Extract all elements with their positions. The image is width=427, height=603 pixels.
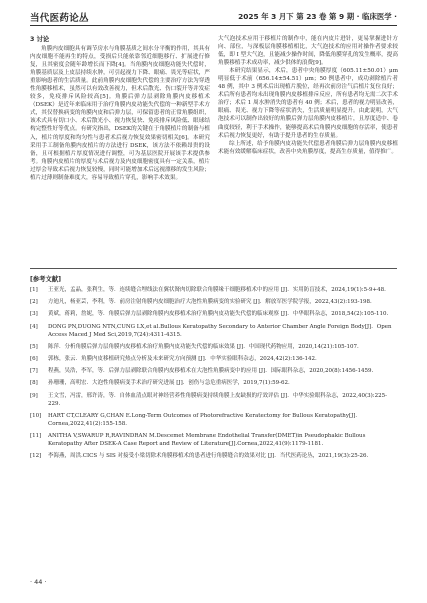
reference-number: [10] — [30, 412, 42, 419]
right-paragraph-3: 综上所述，给予角膜内皮功能失代偿患者角膜后弹力层角膜内皮移植术能有效缓解临床症状，改善中央角膜厚度，提高生存质量，值得推广。 — [218, 140, 398, 155]
section-title-discussion: 3 讨论 — [30, 36, 50, 43]
discussion-paragraph: 角膜内皮细胞具有调节房水与角膜基质之间水分平衡的作用，其具有内皮细胞不能再生的特点，受损后只能依靠邻近细胞移行、扩展进行修复，且其密度会随年龄增长而下降[4]。当角膜内皮细胞功能失代偿时，角膜基质层及上皮层持续水肿，可引起视力下降、眼痛、畏光等症状，严重影响患者的生活质量。此前角膜内皮细胞失代偿的主要治疗方法为穿透性角膜移植术，虽然可以有效改善视力，但术后散光、伤口裂开等并发症较多，免疫排斥风险较高[5]。角膜后弹力层剥除角膜内皮移植术（DSEK）是近年来临床用于治疗角膜内皮功能失代偿的一种新型手术方式，其仅替换病变的角膜内皮和后弹力层，可保留患者的正常角膜组织，该术式具有切口小、术后散光小、视力恢复快、免疫排斥风险低、眼球结构完整性好等优点。有研究指出，DSEK的关键在于角膜植片的制备与植入，植片的厚度和均匀性与患者术后视力恢复效果密切相关[6]。本研究采用手工制备角膜内皮植片的方法进行 DSEK，该方法不依赖昂贵的设备，且可根据植片厚度情况进行调整，可为基层医院开展该手术提供参考。角膜内皮植片的厚度与术后视力及内皮细胞密度具有一定关系，植片过厚会导致术后视力恢复较慢，同时可能增加术后远视漂移的发生风险；植片过薄则制备难度大，容易导致植片穿孔，影响手术效果。 — [30, 46, 210, 181]
right-paragraph-1: 大气泡技术应用于移植片的制作中，能在内皮片进针，更易掌握进针方向、部位，与深板层角膜移植相比，大气泡技术的应用对操作者要求较低，即 I 型大气泡，且能减少操作时间，降低角膜穿孔的发生概率，提高角膜移植手术成功率，减少供体的浪费[9]。 — [218, 36, 398, 67]
issue-info: 2025 年 3 月下 第 23 卷 第 9 期 · 临床医学 · — [238, 12, 397, 21]
reference-number: [12] — [30, 453, 42, 460]
reference-text: 王文雪，冯雷，邢许涛，等．自体血清点眼对神经营养性角膜病变持续角膜上皮缺损的疗效评估 [J]．中华实验眼科杂志，2022,40(3):225-229. — [48, 392, 387, 407]
reference-text: 李海燕，周洪.CICS 与 SIS 对接受小梁切除术角膜移植术的患者进行角膜缝合的效果对比 [J]．当代医药论丛，2021,19(3):25-26. — [48, 453, 369, 460]
page-number: · 44 · — [30, 578, 47, 586]
reference-text: HART CT,CLEARY G,CHAN E.Long-Term Outcomes of Photorefractive Keratectomy for Bullous Keratopathy[J]．Cornea,2022,41(2):155-158. — [48, 412, 361, 427]
references-divider — [30, 268, 397, 269]
reference-item — [30, 452, 397, 460]
reference-text: 黄斌，蒋莉，詹妮，等．角膜后弹力层剥除角膜内皮移植术治疗角膜内皮功能失代偿的临床观察 [J]．中华眼科杂志，2018,54(2):105-110. — [48, 311, 389, 318]
left-column — [30, 35, 210, 182]
reference-number: [1] — [30, 287, 38, 293]
reference-number: [4] — [30, 323, 38, 330]
reference-item — [30, 355, 397, 363]
reference-text: DONG PN,DUONG NTN,CUNG LX,et al.Bullous Keratopathy Secondary to Anterior Chamber Angle Foreign Body[J]．Open Access Maced J Med Sci,2019,7(24):4311-4315. — [48, 323, 392, 338]
right-column — [218, 35, 398, 156]
reference-item — [30, 310, 397, 318]
references-list — [30, 286, 397, 465]
reference-text: 程燕，吴浩，李军，等．后弹力层剥除联合角膜内皮移植术在大泡性角膜病变中的应用 [J]．国际眼科杂志，2020,20(8):1456-1459. — [48, 368, 374, 375]
journal-title: 当代医药论丛 — [30, 13, 89, 24]
reference-number: [8] — [30, 380, 38, 387]
reference-item — [30, 323, 397, 339]
reference-text: ANITHA V,SWARUP R,RAVINDRAN M.Descemet Membrane Endothelial Transfer(DMET)in Pseudophakic Bullous Keratopathy After DSEK-A Case Report and Review of Literature[J].Cornea,2022,41(9):1179-1181. — [48, 433, 366, 448]
reference-number: [9] — [30, 392, 38, 399]
reference-item — [30, 367, 397, 375]
reference-item — [30, 343, 397, 351]
reference-number: [7] — [30, 368, 38, 375]
reference-text: 郭栋，张云．角膜内皮移植研究热点分析及未来研究方向预测 [J]．中华实验眼科杂志，2024,42(2):136-142. — [48, 356, 317, 363]
reference-number: [5] — [30, 343, 38, 350]
reference-item — [30, 432, 397, 448]
page-header — [30, 8, 397, 30]
reference-item — [30, 286, 397, 294]
reference-number: [6] — [30, 356, 38, 363]
reference-text: 方迪凡，杨亚芸，李利，等．前房注射角膜内皮细胞治疗大泡性角膜病变的实验研究 [J]．解放军医学院学报，2022,43(2):193-198. — [48, 299, 372, 306]
reference-item — [30, 298, 397, 306]
reference-number: [3] — [30, 311, 38, 318]
references-title: [参考文献] — [30, 276, 61, 283]
reference-text: 王亚光，孟晶，张利生，等．连续缝合埋线法在翼状胬肉切除联合角膜缘干细胞移植术中的应用 [J]．实用防盲技术，2024,19(1):5-9+48. — [48, 287, 386, 293]
reference-text: 孙珊珊，高明宏．大泡性角膜病变手术治疗研究进展 [J]．创伤与急危重病医学，2019,7(1):59-62. — [48, 380, 290, 387]
reference-number: [11] — [30, 433, 42, 440]
header-rule — [30, 25, 397, 26]
right-paragraph-2: 本研究结果显示，术后，患者中央角膜厚度（605.11±50.01）μm 明显低于术前（656.14±54.51）μm；50 例患者中，成功剥除植片者 48 例，其中 3 例术后出现植片脱位，经再次前房注气后植片复位良好；术后所有患者均未出现角膜内皮移植排斥反应，所有患者均无需二次手术治疗；术后 1 周水肿消失的患者有 40 例；术后，患者的视力明显改善，眼痛、畏光、视力下降等症状消失，生活质量明显提升。由此说明，大气泡技术可以制作出较好的角膜后弹力层角膜内皮移植片，且厚度适中、卷曲度较轻，利于手术操作，能够提高术后角膜内皮细胞的存活率，使患者术后视力恢复更好，有助于提升患者的生存质量。 — [218, 68, 399, 139]
reference-item — [30, 392, 397, 408]
reference-item — [30, 379, 397, 387]
reference-number: [2] — [30, 299, 38, 306]
reference-text: 陈萍．分析角膜后弹力层角膜内皮移植术治疗角膜内皮功能失代偿的临床效果 [J]．中国现代药物应用，2020,14(21):105-107. — [48, 343, 359, 350]
reference-item — [30, 412, 397, 428]
